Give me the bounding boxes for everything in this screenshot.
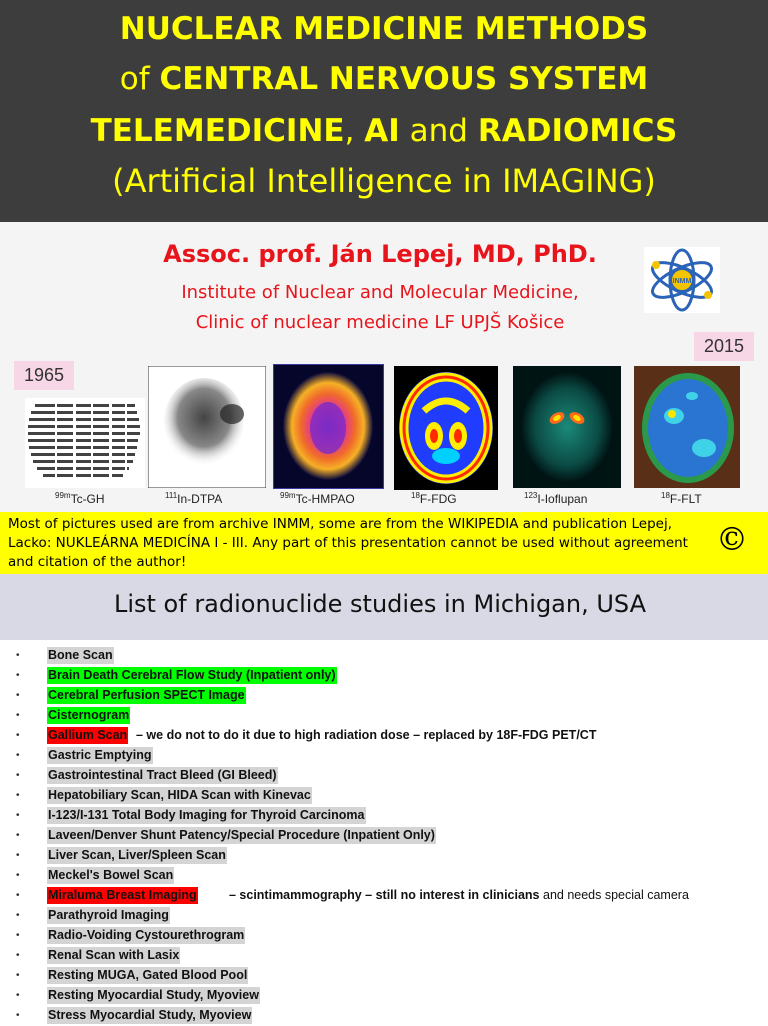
author-name: Assoc. prof. Ján Lepej, MD, PhD. bbox=[163, 240, 597, 268]
affiliation-institute: Institute of Nuclear and Molecular Medicine, bbox=[181, 282, 579, 303]
study-name: I-123/I-131 Total Body Imaging for Thyroid Carcinoma bbox=[48, 808, 365, 822]
bullet-icon: • bbox=[16, 930, 20, 941]
bullet-icon: • bbox=[16, 950, 20, 961]
scan-label-f-flt: $^{18}$F-FLT bbox=[661, 491, 702, 506]
study-name: Meckel's Bowel Scan bbox=[48, 868, 174, 882]
title-comma: , bbox=[344, 113, 365, 149]
study-note-normal: and needs special camera bbox=[539, 888, 689, 902]
list-item bbox=[0, 846, 768, 866]
study-name: Renal Scan with Lasix bbox=[48, 948, 180, 962]
scan-label-tc-gh: $^{99m}$Tc-GH bbox=[55, 491, 105, 506]
study-name: Brain Death Cerebral Flow Study (Inpatient only) bbox=[48, 668, 336, 682]
list-title: List of radionuclide studies in Michigan, USA bbox=[113, 590, 647, 618]
study-name: Cerebral Perfusion SPECT Image bbox=[48, 688, 245, 702]
list-item bbox=[0, 726, 768, 746]
title-line-2-bold: CENTRAL NERVOUS SYSTEM bbox=[159, 61, 649, 97]
title-and: and bbox=[399, 113, 478, 149]
title-band bbox=[0, 0, 768, 222]
scan-label-i-ioflupan: $^{123}$I-Ioflupan bbox=[524, 491, 588, 506]
copyright-icon: © bbox=[716, 520, 748, 558]
scan-image-tc-hmpao bbox=[273, 364, 384, 489]
bullet-icon: • bbox=[16, 730, 20, 741]
inmm-atom-logo bbox=[644, 247, 720, 313]
bullet-icon: • bbox=[16, 710, 20, 721]
study-name: Radio-Voiding Cystourethrogram bbox=[48, 928, 245, 942]
list-item bbox=[0, 706, 768, 726]
bullet-icon: • bbox=[16, 670, 20, 681]
bullet-icon: • bbox=[16, 690, 20, 701]
year-1965-badge: 1965 bbox=[14, 361, 74, 390]
bullet-icon: • bbox=[16, 850, 20, 861]
list-item bbox=[0, 886, 768, 906]
list-item bbox=[0, 866, 768, 886]
study-name: Stress Myocardial Study, Myoview bbox=[48, 1008, 252, 1022]
list-item bbox=[0, 966, 768, 986]
study-name: Liver Scan, Liver/Spleen Scan bbox=[48, 848, 226, 862]
study-name: Laveen/Denver Shunt Patency/Special Procedure (Inpatient Only) bbox=[48, 828, 435, 842]
scan-image-f-flt bbox=[634, 366, 740, 488]
logo-text: INMM bbox=[672, 278, 692, 285]
year-2015-badge: 2015 bbox=[694, 332, 754, 361]
study-name: Hepatobiliary Scan, HIDA Scan with Kinevac bbox=[48, 788, 311, 802]
list-item bbox=[0, 686, 768, 706]
scan-image-f-fdg bbox=[394, 366, 498, 490]
list-item bbox=[0, 1006, 768, 1026]
bullet-icon: • bbox=[16, 830, 20, 841]
bullet-icon: • bbox=[16, 1010, 20, 1021]
list-item bbox=[0, 746, 768, 766]
bullet-icon: • bbox=[16, 770, 20, 781]
bullet-icon: • bbox=[16, 810, 20, 821]
study-name: Gastrointestinal Tract Bleed (GI Bleed) bbox=[48, 768, 277, 782]
scan-label-tc-hmpao: $^{99m}$Tc-HMPAO bbox=[280, 491, 355, 506]
bullet-icon: • bbox=[16, 790, 20, 801]
copyright-notice bbox=[0, 512, 768, 574]
list-item bbox=[0, 946, 768, 966]
title-radiomics: RADIOMICS bbox=[477, 113, 678, 149]
list-item bbox=[0, 826, 768, 846]
study-name: Gastric Emptying bbox=[48, 748, 152, 762]
bullet-icon: • bbox=[16, 990, 20, 1001]
list-item bbox=[0, 646, 768, 666]
scan-label-in-dtpa: $^{111}$In-DTPA bbox=[165, 491, 223, 506]
scan-image-in-dtpa bbox=[148, 366, 266, 488]
study-name: Bone Scan bbox=[48, 648, 113, 662]
title-line-2-prefix: of bbox=[119, 61, 160, 97]
title-line-3 bbox=[0, 113, 768, 149]
study-name: Miraluma Breast Imaging bbox=[48, 888, 197, 902]
title-telemedicine: TELEMEDICINE bbox=[90, 113, 345, 149]
scan-image-i-ioflupan bbox=[513, 366, 621, 488]
list-item bbox=[0, 806, 768, 826]
bullet-icon: • bbox=[16, 890, 20, 901]
study-name: Gallium Scan bbox=[48, 728, 128, 742]
title-line-2 bbox=[0, 61, 768, 97]
bullet-icon: • bbox=[16, 870, 20, 881]
list-item bbox=[0, 926, 768, 946]
bullet-icon: • bbox=[16, 970, 20, 981]
bullet-icon: • bbox=[16, 750, 20, 761]
copyright-notice-text: Most of pictures used are from archive INMM, some are from the WIKIPEDIA and publication Lepej, Lacko: NUKLEÁRNA MEDICÍNA I - III. Any part of this presentation cannot be used without agreement and citation of the author! bbox=[8, 516, 688, 570]
study-name: Resting Myocardial Study, Myoview bbox=[48, 988, 259, 1002]
list-item bbox=[0, 906, 768, 926]
list-item bbox=[0, 986, 768, 1006]
title-line-1: NUCLEAR MEDICINE METHODS bbox=[119, 11, 649, 47]
bullet-icon: • bbox=[16, 650, 20, 661]
study-name: Cisternogram bbox=[48, 708, 130, 722]
scan-label-f-fdg: $^{18}$F-FDG bbox=[411, 491, 457, 506]
title-ai: AI bbox=[364, 113, 400, 149]
study-name: Parathyroid Imaging bbox=[48, 908, 169, 922]
study-note: – we do not to do it due to high radiation dose – replaced by 18F-FDG PET/CT bbox=[136, 728, 597, 742]
list-item bbox=[0, 666, 768, 686]
study-name: Resting MUGA, Gated Blood Pool bbox=[48, 968, 248, 982]
study-note bbox=[229, 887, 689, 904]
study-note-bold: – scintimammography – still no interest in clinicians bbox=[229, 888, 540, 902]
affiliation-clinic: Clinic of nuclear medicine LF UPJŠ Košice bbox=[195, 312, 565, 333]
list-item bbox=[0, 786, 768, 806]
title-line-4: (Artificial Intelligence in IMAGING) bbox=[112, 162, 656, 200]
studies-list bbox=[0, 646, 768, 1026]
scan-image-tc-gh bbox=[25, 398, 145, 488]
bullet-icon: • bbox=[16, 910, 20, 921]
list-item bbox=[0, 766, 768, 786]
